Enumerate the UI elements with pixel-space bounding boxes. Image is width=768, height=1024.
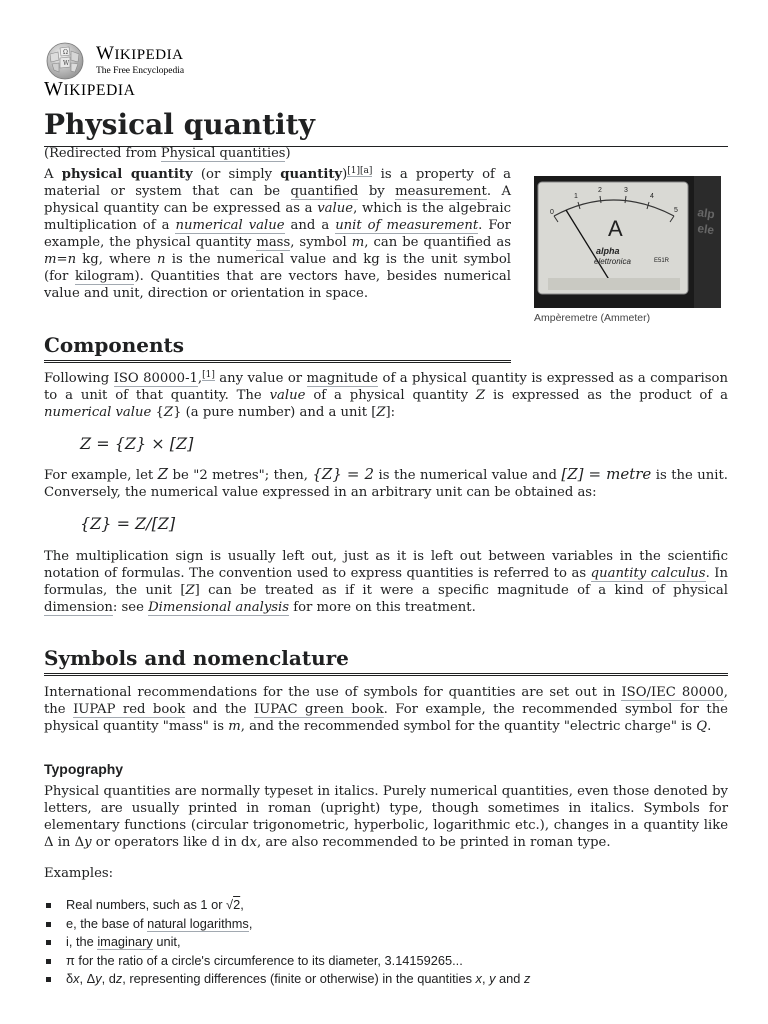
ref-link-1[interactable]: [1]	[202, 369, 215, 380]
wordmark-large[interactable]: WIKIPEDIA	[44, 78, 136, 100]
redirect-note: (Redirected from Physical quantities)	[44, 146, 291, 161]
ammeter-photo[interactable]	[534, 176, 721, 308]
ammeter-figure	[534, 176, 722, 324]
components-paragraph-2: For example, let Z be "2 metres"; then, {Z} = 2 is the numerical value and [Z] = metre is the unit. Conversely, the numerical value expressed in an arbitrary unit can be obtained as:	[44, 465, 728, 500]
equation-1: Z = {Z} × [Z]	[80, 434, 194, 453]
page-title: Physical quantity	[44, 108, 728, 147]
svg-text:alp: alp	[696, 205, 716, 222]
redirect-link[interactable]: Physical quantities	[160, 146, 286, 161]
ref-link[interactable]: [1][a]	[347, 165, 373, 176]
link-dimension[interactable]: dimension	[44, 600, 113, 615]
link-iso-iec-80000[interactable]: ISO/IEC 80000	[621, 685, 724, 700]
link-dimensional-analysis[interactable]: Dimensional analysis	[148, 600, 290, 615]
examples-label: Examples:	[44, 866, 114, 881]
equation-2: {Z} = Z/[Z]	[80, 514, 176, 533]
link-iso-80000-1[interactable]: ISO 80000-1	[113, 371, 198, 386]
heading-symbols-and-nomenclature: Symbols and nomenclature	[44, 645, 728, 676]
link-natural-logarithms[interactable]: natural logarithms	[147, 915, 249, 931]
components-paragraph-3: The multiplication sign is usually left out, just as it is left out between variables in the scientific notation of formulas. The convention used to express quantities is referred to as quantity calculus. In formulas, the unit [Z] can be treated as if it were a specific magnitude of a kind of physical dimension: see Dimensional analysis for more on this treatment.	[44, 549, 729, 615]
wikipedia-globe-icon	[44, 42, 86, 80]
brand-label: alpha	[596, 246, 620, 256]
scale-label-1: 1	[574, 193, 578, 200]
model-label: E51R	[654, 258, 670, 264]
scale-label-4: 4	[650, 193, 654, 200]
list-item: δx, Δy, dz, representing differences (finite or otherwise) in the quantities x, y and z	[44, 970, 530, 989]
link-kilogram[interactable]: kilogram	[74, 269, 135, 284]
symbols-paragraph: International recommendations for the use of symbols for quantities are set out in ISO/IEC 80000, the IUPAP red book and the IUPAC green book. For example, the recommended symbol for the physical quantity "mass" is m, and the recommended symbol for the quantity "electric charge" is Q.	[44, 685, 728, 734]
heading-components: Components	[44, 332, 511, 363]
list-item: π for the ratio of a circle's circumference to its diameter, 3.14159265...	[44, 952, 530, 971]
link-mass[interactable]: mass	[256, 235, 291, 250]
wordmark-small: WIKIPEDIA	[96, 43, 184, 64]
list-item: Real numbers, such as 1 or √2,	[44, 896, 530, 915]
figure-caption: Ampèremetre (Ammeter)	[534, 312, 651, 324]
svg-text:ele: ele	[696, 221, 716, 238]
link-iupac-green-book[interactable]: IUPAC green book	[253, 702, 384, 717]
unit-label: A	[608, 216, 623, 241]
link-imaginary[interactable]: imaginary	[97, 934, 153, 949]
list-item: i, the imaginary unit,	[44, 933, 530, 952]
scale-label-0: 0	[550, 209, 554, 216]
link-numerical-value[interactable]: numerical value	[175, 218, 285, 233]
brand-sub-label: elettronica	[594, 257, 631, 266]
intro-paragraph: A physical quantity (or simply quantity)[1][a] is a property of a material or system that can be quantified by measurement. A physical quantity can be expressed as a value, which is the algebraic multiplication of a numerical value and a unit of measurement. For example, the physical quantity mass, symbol m, can be quantified as m=n kg, where n is the numerical value and kg is the unit symbol (for kilogram). Quantities that are vectors have, besides numerical value and unit, direction or orientation in space.	[44, 165, 511, 301]
link-measurement[interactable]: measurement	[395, 184, 487, 199]
link-magnitude[interactable]: magnitude	[306, 371, 379, 386]
typography-paragraph: Physical quantities are normally typeset in italics. Purely numerical quantities, even those denoted by letters, are usually printed in roman (upright) type, though sometimes in italics. Symbols for elementary functions (circular trigonometric, hyperbolic, logarithmic etc.), changes in a quantity like Δ in Δy or operators like d in dx, are also recommended to be printed in roman type.	[44, 784, 728, 850]
heading-typography: Typography	[44, 761, 124, 777]
scale-label-3: 3	[624, 187, 628, 194]
link-iupap-red-book[interactable]: IUPAP red book	[73, 702, 186, 717]
link-quantified[interactable]: quantified	[290, 184, 359, 199]
components-paragraph-1: Following ISO 80000-1,[1] any value or magnitude of a physical quantity is expressed as a comparison to a unit of that quantity. The value of a physical quantity Z is expressed as the product of a numerical value {Z} (a pure number) and a unit [Z]:	[44, 369, 728, 420]
link-quantity-calculus[interactable]: quantity calculus	[590, 566, 706, 581]
svg-text:Ω: Ω	[63, 49, 68, 56]
wikipedia-logo[interactable]	[44, 42, 344, 82]
list-item: e, the base of natural logarithms,	[44, 915, 530, 934]
scale-label-5: 5	[674, 207, 678, 214]
link-unit-of-measurement[interactable]: unit of measurement	[335, 218, 479, 233]
tagline: The Free Encyclopedia	[96, 66, 185, 76]
scale-label-2: 2	[598, 187, 602, 194]
examples-list	[44, 896, 530, 989]
svg-text:W: W	[63, 60, 70, 67]
